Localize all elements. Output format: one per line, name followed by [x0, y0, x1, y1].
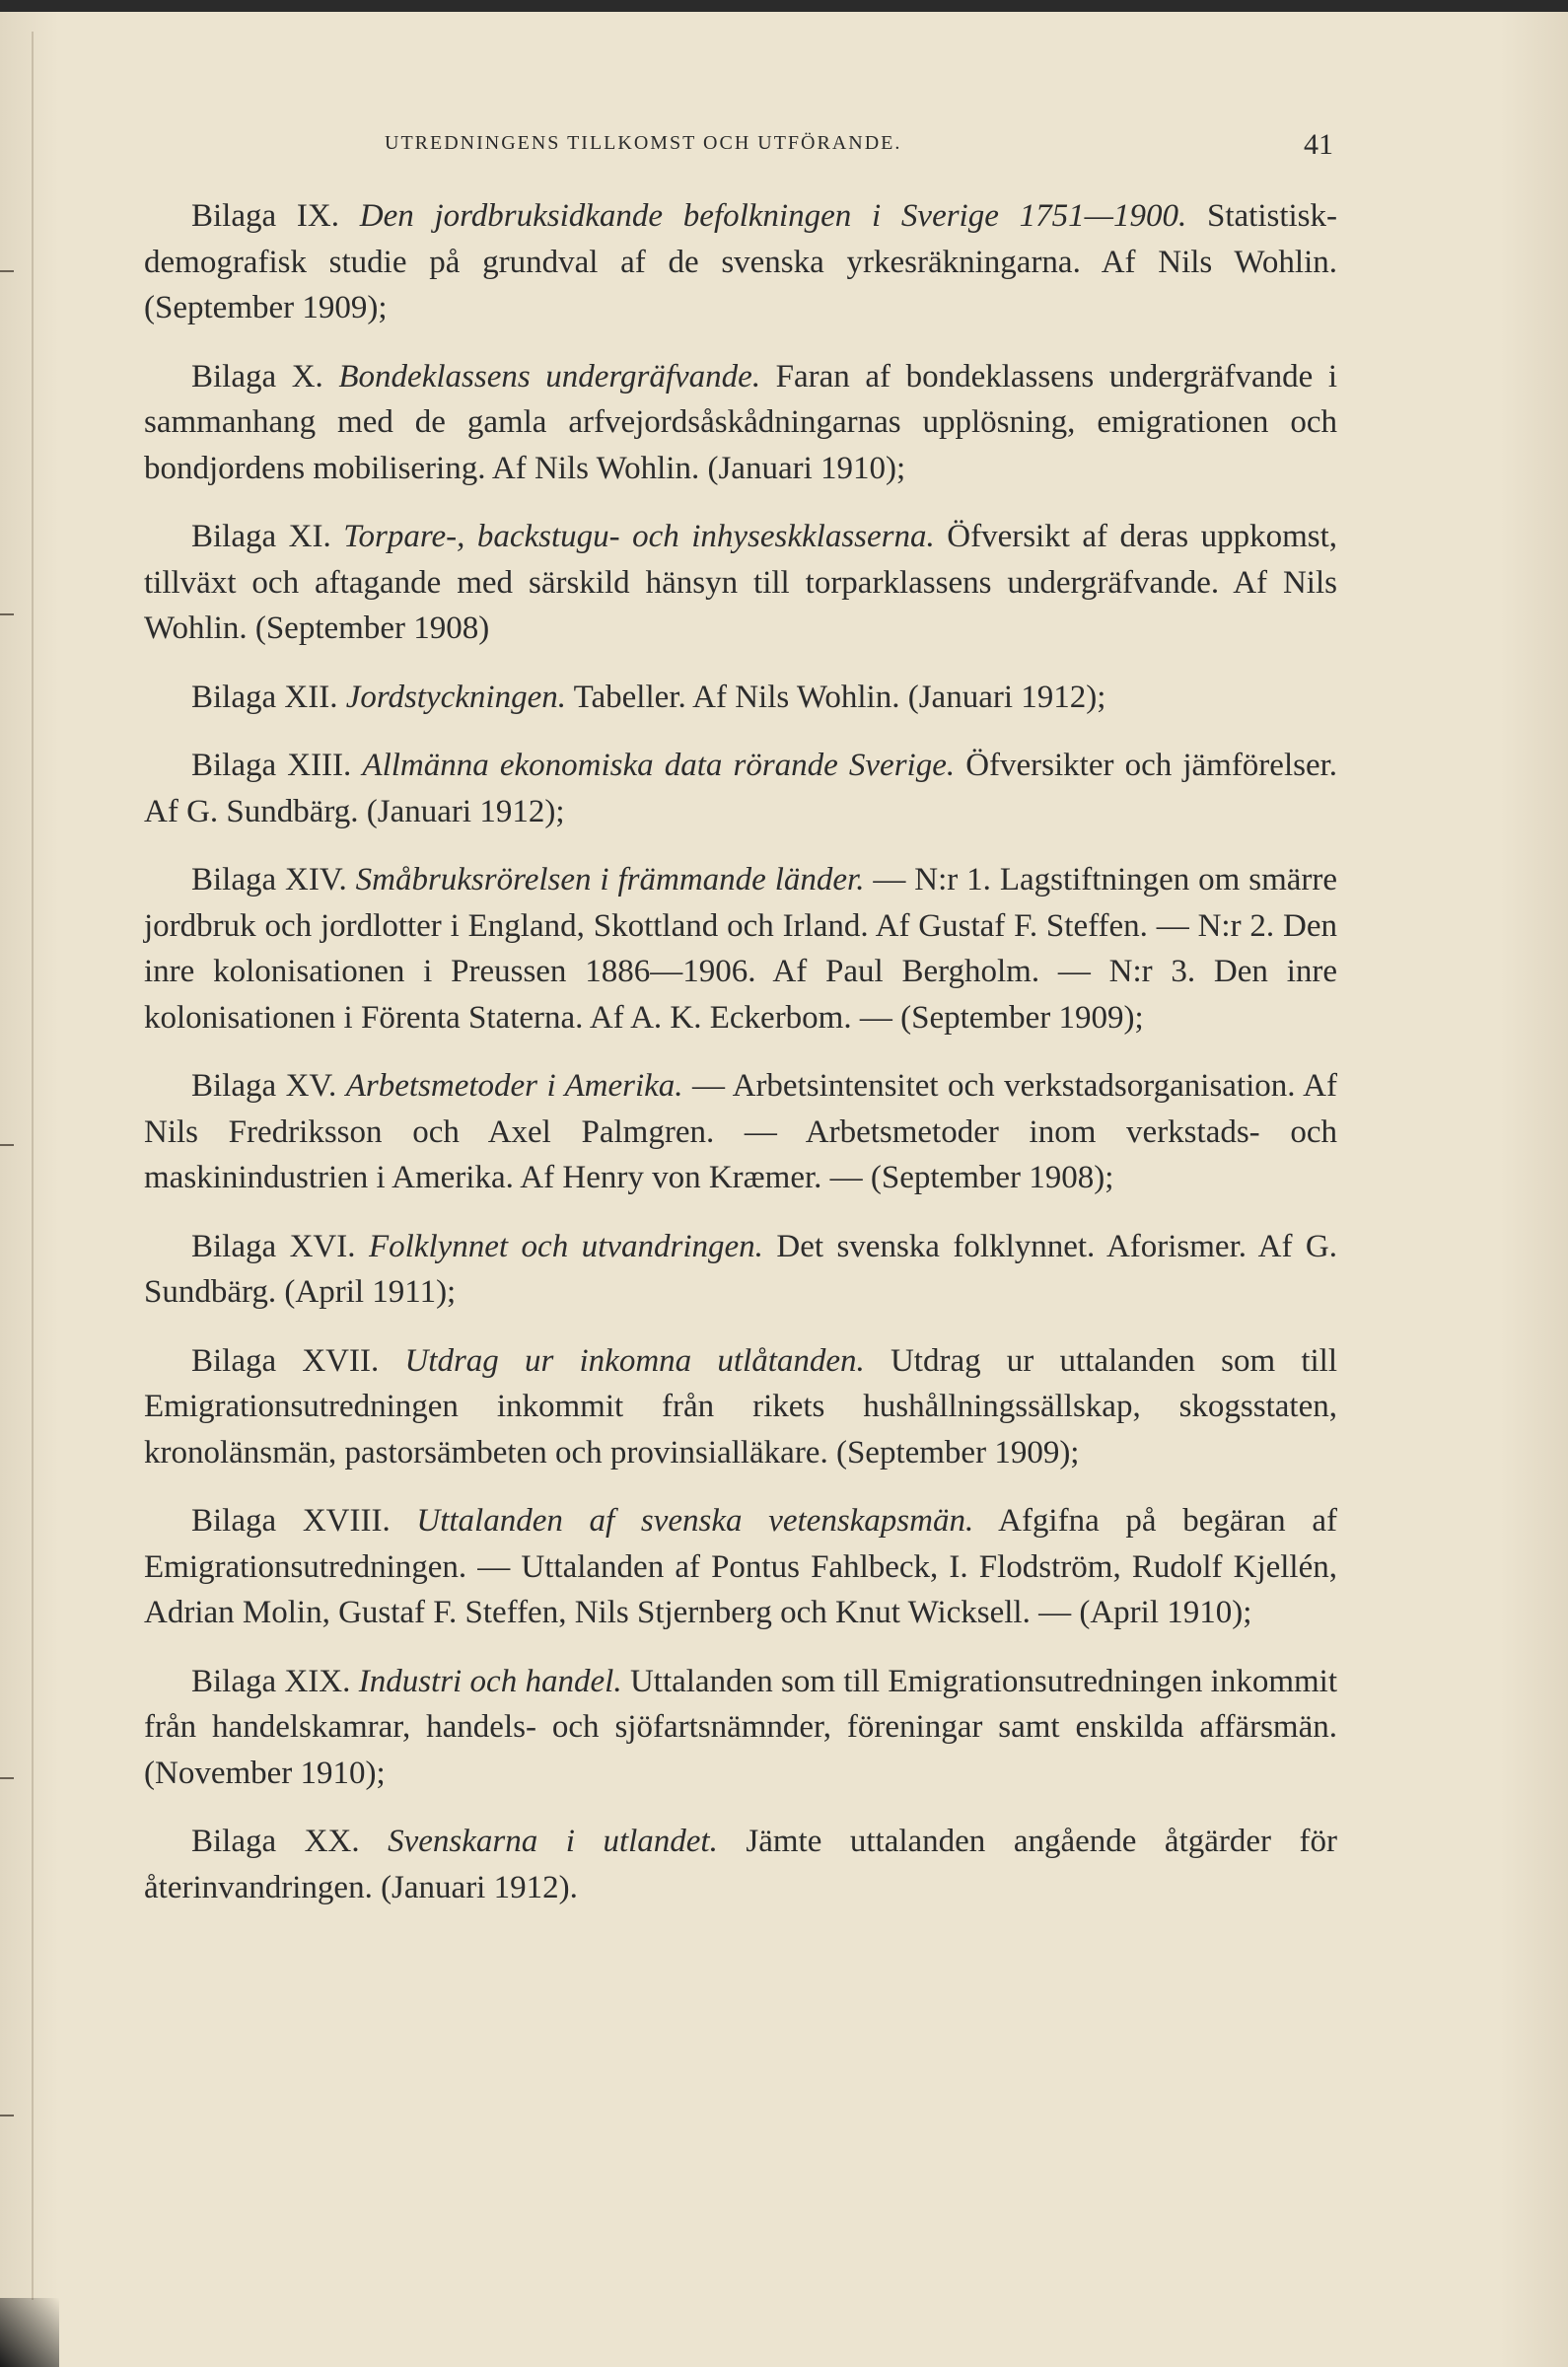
entry-title: Torpare-, backstugu- och inhyseskklasserna.: [343, 519, 935, 554]
entry-title: Småbruksrörelsen i främmande länder.: [355, 862, 865, 897]
appendix-entry: [144, 1498, 1337, 1636]
entry-label: Bilaga XVI.: [191, 1228, 356, 1264]
entry-label: Bilaga XV.: [191, 1068, 337, 1104]
book-page: [0, 12, 1568, 2367]
entry-label: Bilaga XVIII.: [191, 1503, 391, 1539]
appendix-entry: [144, 1659, 1337, 1797]
entry-text: Jämte uttalanden angående åtgärder för återinvandringen. (Januari 1912).: [144, 1824, 1338, 1905]
entry-label: Bilaga IX.: [191, 198, 339, 234]
running-head: [385, 128, 1339, 168]
entry-title: Bondeklassens undergräfvande.: [338, 358, 761, 394]
entry-title: Uttalanden af svenska vetenskapsmän.: [416, 1503, 974, 1539]
entry-label: Bilaga XII.: [191, 679, 338, 715]
page-number: 41: [1304, 128, 1333, 161]
entry-title: Folklynnet och utvandringen.: [368, 1228, 763, 1264]
margin-mark: [0, 1144, 14, 1146]
entry-label: Bilaga XX.: [191, 1824, 360, 1859]
entry-text: Statistisk-demografisk studie på grundval af de svenska yrkesräkningarna. Af Nils Wohlin. (September 1909);: [144, 198, 1338, 325]
entry-text: Öfversikter och jämförelser. Af G. Sundbärg. (Januari 1912);: [144, 748, 1338, 829]
entry-text: Utdrag ur uttalanden som till Emigrationsutredningen inkommit från rikets hushållningssällskap, skogsstaten, kronolänsmän, pastorsämbeten och provinsialläkare. (September 1909);: [144, 1342, 1338, 1470]
entry-label: Bilaga X.: [191, 358, 323, 394]
corner-shadow: [0, 2298, 59, 2367]
appendix-entry: [144, 1338, 1337, 1476]
entry-label: Bilaga XI.: [191, 519, 331, 554]
margin-mark: [0, 2115, 14, 2116]
entry-text: Uttalanden som till Emigrationsutredningen inkommit från handelskamrar, handels- och sjöfartsnämnder, föreningar samt enskilda affärsmän. (November 1910);: [144, 1663, 1338, 1791]
entry-title: Utdrag ur inkomna utlåtanden.: [404, 1342, 865, 1379]
appendix-entry: [144, 857, 1337, 1040]
margin-mark: [0, 613, 14, 615]
entry-title: Den jordbruksidkande befolkningen i Sverige 1751—1900.: [359, 198, 1187, 234]
entry-label: Bilaga XIII.: [191, 748, 352, 783]
appendix-entry: [144, 1063, 1337, 1201]
entry-text: — Arbetsintensitet och verkstadsorganisation. Af Nils Fredriksson och Axel Palmgren. — Arbetsmetoder inom verkstads- och maskinindustrien i Amerika. Af Henry von Kræmer. — (September 1908);: [144, 1068, 1337, 1195]
entry-title: Jordstyckningen.: [345, 679, 566, 715]
entry-label: Bilaga XIX.: [191, 1663, 351, 1699]
margin-mark: [0, 1777, 14, 1779]
running-title: UTREDNINGENS TILLKOMST OCH UTFÖRANDE.: [385, 132, 902, 154]
appendix-entry: [144, 354, 1337, 492]
page-edge-shadow: [32, 32, 34, 2300]
entry-text: Faran af bondeklassens undergräfvande i sammanhang med de gamla arfvejordsåskådningarnas upplösning, emigrationen och bondjordens mobilisering. Af Nils Wohlin. (Januari 1910);: [144, 358, 1337, 486]
entry-label: Bilaga XVII.: [191, 1342, 380, 1379]
entry-title: Svenskarna i utlandet.: [388, 1824, 718, 1859]
entry-title: Industri och handel.: [358, 1663, 622, 1699]
appendix-entry: [144, 743, 1337, 834]
entry-title: Arbetsmetoder i Amerika.: [345, 1068, 683, 1104]
margin-mark: [0, 270, 14, 272]
appendix-entry: [144, 675, 1337, 721]
appendix-list: [144, 193, 1337, 1933]
appendix-entry: [144, 1819, 1337, 1910]
appendix-entry: [144, 1224, 1337, 1316]
entry-text: Tabeller. Af Nils Wohlin. (Januari 1912);: [573, 679, 1106, 715]
entry-title: Allmänna ekonomiska data rörande Sverige.: [362, 748, 956, 783]
appendix-entry: [144, 193, 1337, 331]
entry-text: — N:r 1. Lagstiftningen om smärre jordbruk och jordlotter i England, Skottland och Irland. Af Gustaf F. Steffen. — N:r 2. Den inre kolonisationen i Preussen 1886—1906. Af Paul Bergholm. — N:r 3. Den inre kolonisationen i Förenta Staterna. Af A. K. Eckerbom. — (September 1909);: [144, 862, 1338, 1036]
entry-label: Bilaga XIV.: [191, 862, 347, 897]
appendix-entry: [144, 514, 1337, 652]
entry-text: Det svenska folklynnet. Aforismer. Af G. Sundbärg. (April 1911);: [144, 1228, 1338, 1310]
entry-text: Öfversikt af deras uppkomst, tillväxt och aftagande med särskild hänsyn till torparklassens undergräfvande. Af Nils Wohlin. (September 1908): [144, 519, 1338, 646]
entry-text: Afgifna på begäran af Emigrationsutredningen. — Uttalanden af Pontus Fahlbeck, I. Flodström, Rudolf Kjellén, Adrian Molin, Gustaf F. Steffen, Nils Stjernberg och Knut Wicksell. — (April 1910);: [144, 1503, 1337, 1630]
